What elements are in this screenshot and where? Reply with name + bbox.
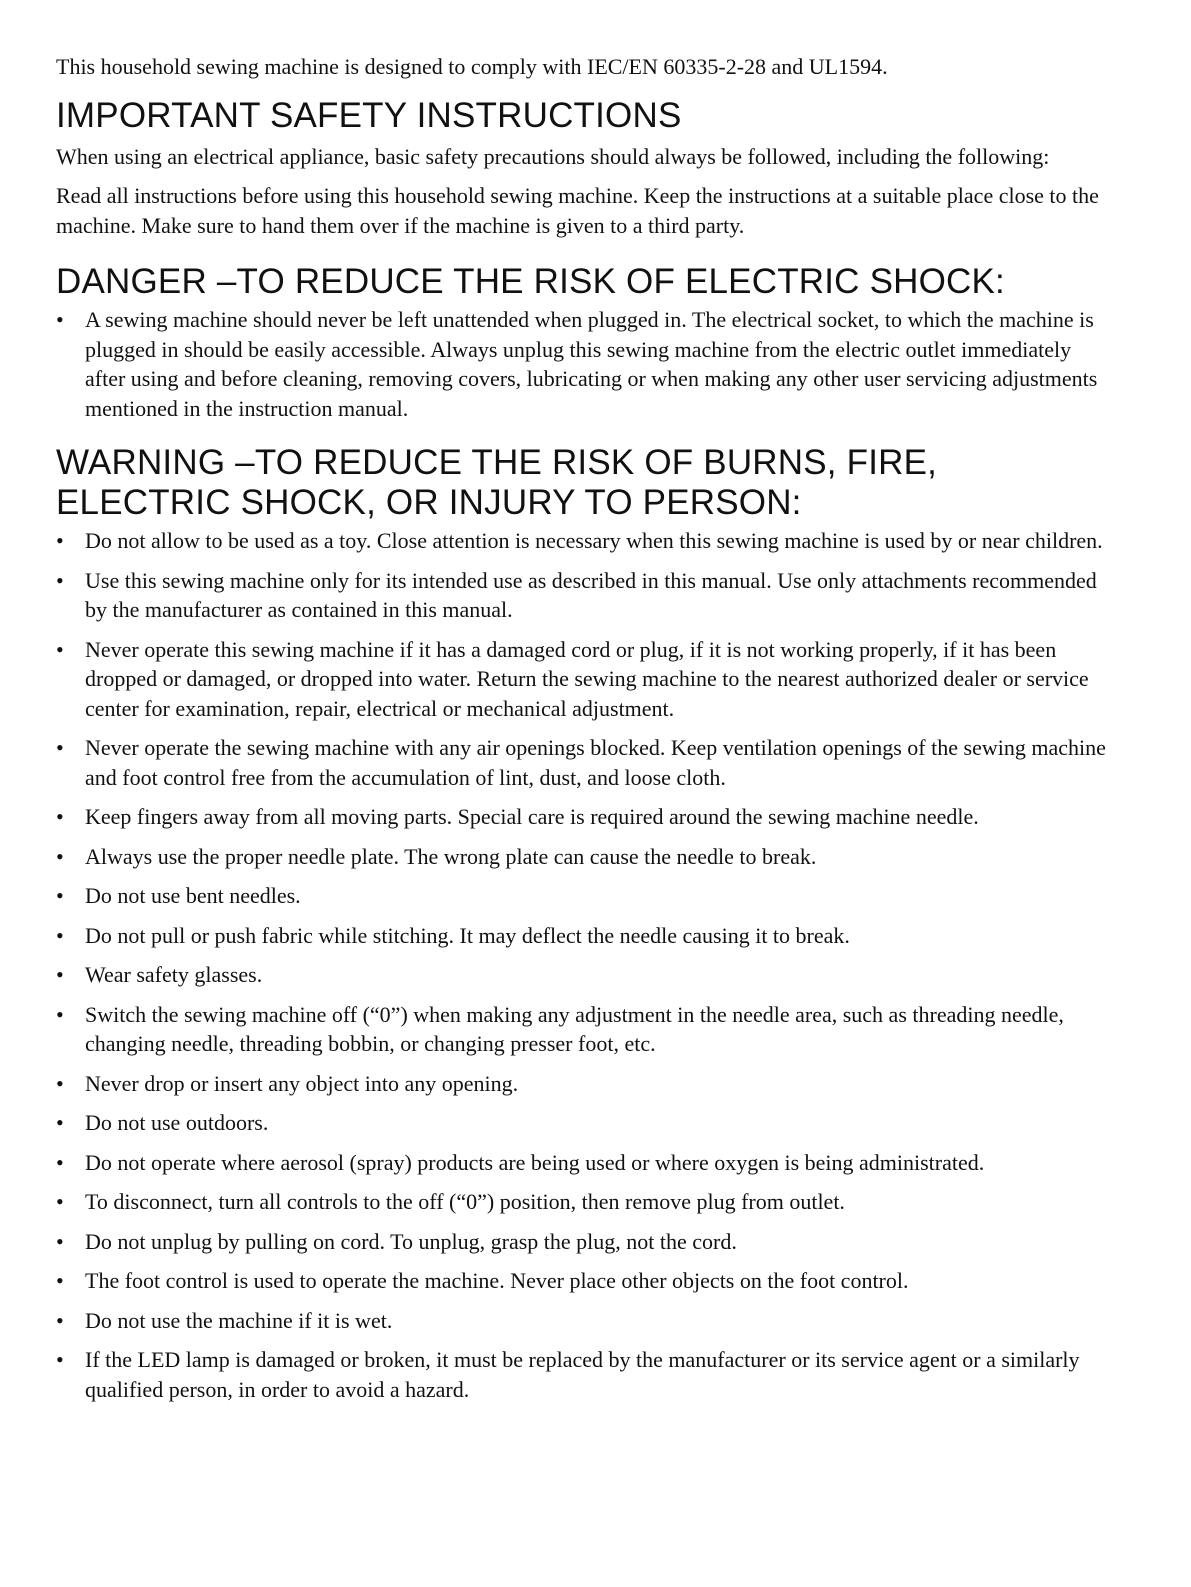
bullet-marker: •	[56, 1228, 64, 1254]
list-item-text: Keep fingers away from all moving parts. Special care is required around the sewing machine needle.	[85, 804, 979, 829]
list-item-text: Use this sewing machine only for its intended use as described in this manual. Use only attachments recommended by the manufacturer as contained in this manual.	[85, 567, 1097, 622]
list-item	[56, 305, 1116, 423]
bullet-marker: •	[56, 528, 64, 553]
list-item	[56, 733, 1116, 792]
list-item	[56, 1227, 1116, 1257]
bullet-marker: •	[56, 1347, 64, 1372]
bullet-marker: •	[56, 636, 64, 662]
warning-heading: WARNING –TO REDUCE THE RISK OF BURNS, FIRE, ELECTRIC SHOCK, OR INJURY TO PERSON:	[56, 443, 938, 522]
compliance-statement: This household sewing machine is designed to comply with IEC/EN 60335-2-28 and UL1594.	[56, 54, 888, 79]
list-item-text: Always use the proper needle plate. The wrong plate can cause the needle to break.	[85, 843, 817, 869]
list-item	[56, 921, 1116, 951]
list-item	[56, 526, 1116, 556]
list-item-text: Do not operate where aerosol (spray) products are being used or where oxygen is being administrated.	[85, 1149, 985, 1175]
bullet-marker: •	[56, 1268, 64, 1293]
list-item-text: Do not pull or push fabric while stitching. It may deflect the needle causing it to break.	[85, 922, 850, 948]
list-item	[56, 1069, 1116, 1099]
list-item	[56, 1148, 1116, 1178]
safety-paragraph-read-instructions: Read all instructions before using this household sewing machine. Keep the instructions at a suitable place close to the machine. Make sure to hand them over if the machine is given to a third party.	[56, 183, 1099, 238]
bullet-marker: •	[56, 804, 64, 829]
list-item	[56, 635, 1116, 724]
list-item	[56, 881, 1116, 911]
bullet-marker: •	[56, 1110, 64, 1135]
bullet-marker: •	[56, 567, 64, 593]
list-item	[56, 1000, 1116, 1059]
list-item-text: Wear safety glasses.	[85, 962, 263, 987]
bullet-marker: •	[56, 1189, 64, 1214]
bullet-marker: •	[56, 922, 64, 948]
list-item-text: Do not use outdoors.	[85, 1110, 269, 1135]
list-item-text: Switch the sewing machine off (“0”) when making any adjustment in the needle area, such as threading needle, changing needle, threading bobbin, or changing presser foot, etc.	[85, 1001, 1064, 1056]
list-item	[56, 802, 1116, 832]
list-item	[56, 960, 1116, 990]
list-item	[56, 1266, 1116, 1296]
bullet-marker: •	[56, 735, 64, 760]
list-item-text: If the LED lamp is damaged or broken, it must be replaced by the manufacturer or its service agent or a similarly qualified person, in order to avoid a hazard.	[85, 1347, 1080, 1402]
list-item-text: Never operate the sewing machine with any air openings blocked. Keep ventilation openings of the sewing machine and foot control free from the accumulation of lint, dust, and loose cloth.	[85, 735, 1106, 790]
list-item-text: A sewing machine should never be left unattended when plugged in. The electrical socket, to which the machine is plugged in should be easily accessible. Always unplug this sewing machine from the electric outlet immediately after using and before cleaning, removing covers, lubricating or when making any other user servicing adjustments mentioned in the instruction manual.	[85, 307, 1098, 421]
list-item-text: Do not allow to be used as a toy. Close attention is necessary when this sewing machine is used by or near children.	[85, 528, 1103, 553]
list-item-text: To disconnect, turn all controls to the off (“0”) position, then remove plug from outlet.	[85, 1189, 845, 1214]
bullet-marker: •	[56, 1001, 64, 1027]
bullet-marker: •	[56, 1149, 64, 1175]
list-item	[56, 1306, 1116, 1336]
danger-heading: DANGER –TO REDUCE THE RISK OF ELECTRIC SHOCK:	[56, 262, 1005, 301]
list-item-text: The foot control is used to operate the machine. Never place other objects on the foot control.	[85, 1268, 909, 1293]
list-item-text: Do not unplug by pulling on cord. To unplug, grasp the plug, not the cord.	[85, 1228, 737, 1254]
list-item	[56, 566, 1116, 625]
bullet-marker: •	[56, 307, 64, 332]
bullet-marker: •	[56, 962, 64, 987]
bullet-marker: •	[56, 1070, 64, 1096]
list-item	[56, 842, 1116, 872]
bullet-marker: •	[56, 883, 64, 908]
bullet-marker: •	[56, 1307, 64, 1333]
list-item-text: Never drop or insert any object into any opening.	[85, 1070, 519, 1096]
danger-list	[56, 305, 1116, 423]
list-item-text: Never operate this sewing machine if it has a damaged cord or plug, if it is not working properly, if it has been dropped or damaged, or dropped into water. Return the sewing machine to the nearest authorized dealer or service center for examination, repair, electrical or mechanical adjustment.	[85, 636, 1089, 721]
list-item	[56, 1187, 1116, 1217]
bullet-marker: •	[56, 843, 64, 869]
list-item-text: Do not use the machine if it is wet.	[85, 1307, 393, 1333]
list-item-text: Do not use bent needles.	[85, 883, 301, 908]
list-item	[56, 1108, 1116, 1138]
warning-list	[56, 526, 1116, 1404]
safety-paragraph-precautions: When using an electrical appliance, basic safety precautions should always be followed, including the following:	[56, 143, 1050, 169]
list-item	[56, 1345, 1116, 1404]
document-page	[56, 52, 1116, 1414]
safety-heading: IMPORTANT SAFETY INSTRUCTIONS	[56, 95, 682, 135]
